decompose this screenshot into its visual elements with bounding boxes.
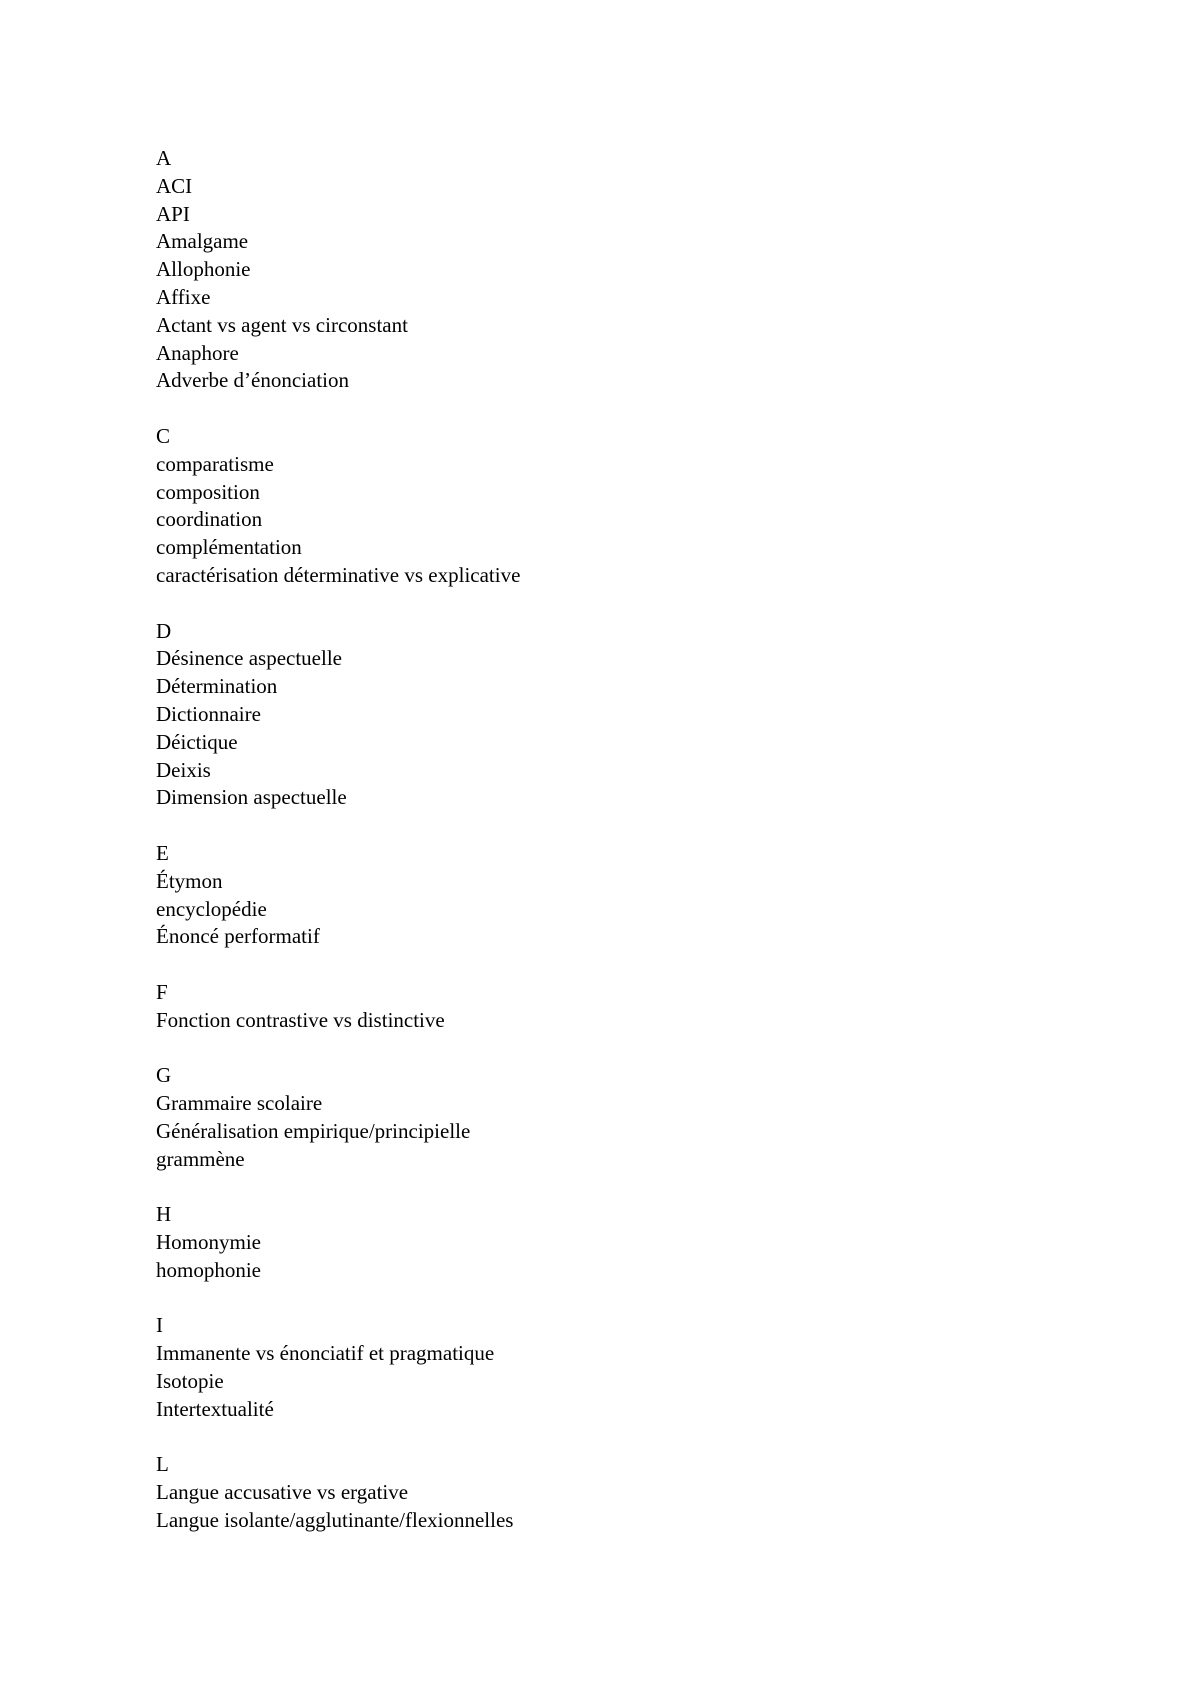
index-entry: Deixis: [156, 757, 211, 782]
index-entry: Étymon: [156, 868, 223, 893]
index-entry: homophonie: [156, 1257, 261, 1282]
section-letter: A: [156, 146, 172, 170]
entry-list: [156, 868, 1056, 951]
section-letter: E: [156, 840, 169, 865]
section-g: [156, 1062, 1056, 1173]
section-l: [156, 1451, 1056, 1534]
section-i: [156, 1312, 1056, 1423]
index-entry: Isotopie: [156, 1369, 224, 1394]
section-letter: I: [156, 1313, 163, 1338]
index-entry: Actant vs agent vs circonstant: [156, 312, 408, 337]
index-entry: Adverbe d’énonciation: [156, 368, 350, 393]
index-entry: Intertextualité: [156, 1396, 274, 1421]
index-entry: Dimension aspectuelle: [156, 785, 347, 810]
index-entry: Homonymie: [156, 1230, 261, 1255]
section-e: [156, 840, 1056, 951]
index-entry: Grammaire scolaire: [156, 1091, 323, 1116]
entry-list: [156, 1479, 1056, 1535]
entry-list: [156, 1007, 1056, 1035]
index-entry: Langue isolante/agglutinante/flexionnelles: [156, 1508, 514, 1533]
section-a: [156, 145, 1056, 395]
index-entry: Généralisation empirique/principielle: [156, 1118, 471, 1143]
index-entry: Énoncé performatif: [156, 924, 320, 949]
index-entry: Immanente vs énonciatif et pragmatique: [156, 1341, 495, 1366]
index-entry: comparatisme: [156, 451, 274, 476]
index-entry: API: [156, 201, 190, 226]
index-entry: ACI: [156, 173, 193, 198]
index-entry: Amalgame: [156, 229, 249, 254]
section-letter: D: [156, 618, 172, 643]
entry-list: [156, 451, 1056, 590]
section-letter: L: [156, 1452, 169, 1477]
index-entry: Désinence aspectuelle: [156, 646, 342, 671]
entry-list: [156, 1340, 1056, 1423]
section-c: [156, 423, 1056, 590]
section-d: [156, 618, 1056, 813]
entry-list: [156, 1090, 1056, 1173]
index-entry: coordination: [156, 507, 263, 532]
index-entry: Anaphore: [156, 340, 239, 365]
index-entry: caractérisation déterminative vs explicative: [156, 562, 521, 587]
index-entry: Langue accusative vs ergative: [156, 1480, 409, 1505]
index-entry: complémentation: [156, 535, 302, 560]
index-entry: Fonction contrastive vs distinctive: [156, 1007, 445, 1032]
index-entry: encyclopédie: [156, 896, 267, 921]
index-entry: Dictionnaire: [156, 701, 261, 726]
section-h: [156, 1201, 1056, 1284]
section-letter: F: [156, 979, 168, 1004]
glossary-index: [156, 145, 1056, 1563]
entry-list: [156, 645, 1056, 812]
index-entry: composition: [156, 479, 260, 504]
section-letter: G: [156, 1063, 172, 1088]
index-entry: Allophonie: [156, 257, 251, 282]
section-letter: C: [156, 423, 171, 448]
index-entry: Déictique: [156, 729, 238, 754]
entry-list: [156, 1229, 1056, 1285]
section-f: [156, 979, 1056, 1035]
section-letter: H: [156, 1202, 172, 1227]
index-entry: Détermination: [156, 674, 278, 699]
entry-list: [156, 173, 1056, 395]
index-entry: Affixe: [156, 284, 211, 309]
index-entry: grammène: [156, 1146, 245, 1171]
